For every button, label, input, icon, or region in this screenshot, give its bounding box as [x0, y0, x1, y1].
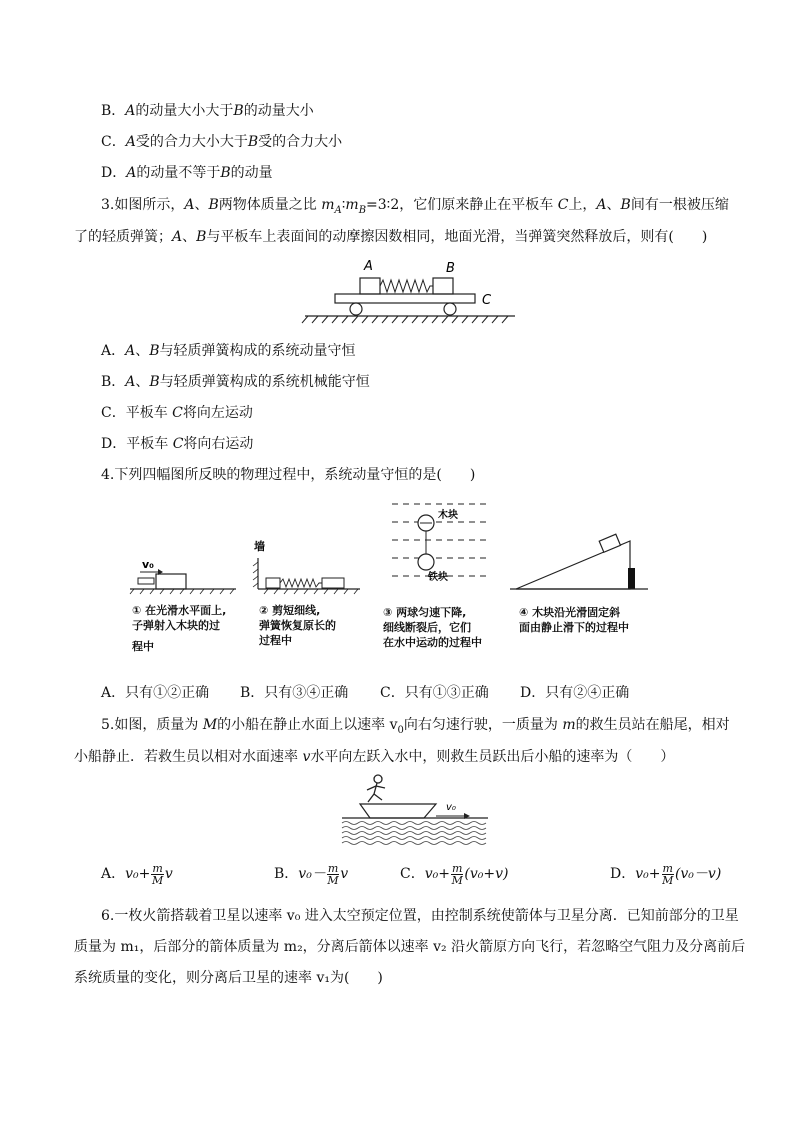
numerator: m [152, 861, 163, 875]
numerator: m [327, 861, 339, 875]
q5-option-d [610, 862, 721, 886]
q2-option-b [101, 102, 314, 120]
spring [380, 280, 433, 292]
cart-body [335, 294, 475, 303]
fraction [451, 863, 463, 886]
q5-option-a [101, 862, 173, 886]
text: 小船静止．若救生员以相对水面速率 [74, 749, 303, 765]
q4-fig3 [392, 504, 488, 583]
text: 将向左运动 [182, 405, 253, 421]
q4-option-d: D．只有②④正确 [520, 685, 630, 701]
text: 两物体质量之比 [218, 197, 322, 213]
spring [280, 579, 322, 587]
denominator: M [662, 873, 674, 887]
text: 与平板车上表面间的动摩擦因数相同，地面光滑，当弹簧突然释放后，则有( ) [206, 229, 708, 245]
text: ∶ [341, 197, 346, 213]
q4-fig3-caption [383, 605, 482, 650]
text: 、 [194, 197, 209, 213]
var: A [125, 343, 136, 359]
caption-line: 过程中 [259, 634, 292, 647]
iron-ball [418, 554, 434, 570]
v0-label: v₀ [446, 802, 456, 813]
expr: (v₀－v) [674, 866, 722, 882]
var: A [172, 229, 183, 245]
block-left [266, 578, 280, 588]
q5-boat-figure [340, 772, 490, 848]
text: 的动量大小 [243, 103, 314, 119]
wheel-left [350, 303, 362, 315]
q3-option-c [101, 404, 253, 422]
q6-stem-line1: 6.一枚火箭搭载着卫星以速率 v₀ 进入太空预定位置，由控制系统使箭体与卫星分离．已知前部分的卫星 [101, 908, 739, 924]
q4-option-a: A．只有①②正确 [101, 685, 210, 701]
q3-stem-line1 [101, 196, 729, 220]
numerator: m [451, 861, 463, 875]
var: B [149, 343, 160, 359]
expr: v₀－ [298, 866, 326, 882]
q3-stem-line2 [74, 228, 707, 246]
v0-label: v₀ [142, 558, 154, 571]
rescuer-figure [367, 775, 385, 802]
q5-option-b [274, 862, 348, 886]
text: 受的合力大小大于 [135, 134, 248, 150]
var: B [620, 197, 631, 213]
text: 水平向左跃入水中，则救生员跃出后小船的速率为（ ） [310, 749, 675, 765]
var: B [247, 134, 259, 150]
option-label: B． [101, 374, 126, 390]
boat [360, 804, 436, 818]
expr: (v₀+v) [464, 866, 509, 882]
var: A [184, 197, 195, 213]
text: 上， [568, 197, 597, 213]
option-label: C． [400, 866, 425, 882]
var: B [208, 197, 219, 213]
q2-option-c [101, 133, 342, 151]
q4-figures [120, 496, 660, 600]
option-label: B． [274, 866, 299, 882]
bullet [138, 578, 154, 584]
q4-option-b: B．只有③④正确 [240, 685, 349, 701]
q5-option-c [400, 862, 509, 886]
denominator: M [451, 873, 463, 887]
q3-cart-figure [300, 256, 530, 326]
expr: v₀+ [424, 866, 450, 882]
var: C [172, 405, 183, 421]
text: 3.如图所示， [101, 197, 185, 213]
text: 与轻质弹簧构成的系统动量守恒 [159, 343, 356, 359]
text: 的动量 [230, 165, 273, 181]
caption-line: ④ 木块沿光滑固定斜 [519, 606, 621, 619]
var: C [172, 436, 184, 452]
text: =3∶2，它们原来静止在平板车 [366, 197, 558, 213]
expr: v₀+ [635, 866, 661, 882]
text: 的救生员站在船尾，相对 [575, 717, 730, 733]
text: 、 [135, 374, 150, 390]
caption-line: 细线断裂后，它们 [383, 621, 471, 634]
label-b: B [446, 261, 455, 276]
ground-hatch [130, 589, 234, 594]
text: 向右匀速行驶，一质量为 [403, 717, 563, 733]
q4-fig1-caption [132, 603, 226, 654]
label-c: C [482, 293, 492, 308]
q3-option-a [101, 342, 356, 360]
text: 与轻质弹簧构成的系统机械能守恒 [159, 374, 370, 390]
var: m [345, 197, 359, 213]
block-b [433, 278, 453, 294]
caption-line: 程中 [132, 640, 154, 653]
block-a [360, 278, 380, 294]
option-label: D． [610, 866, 636, 882]
text: 间有一根被压缩 [630, 197, 729, 213]
option-label: C．平板车 [101, 405, 173, 421]
text: 的动量大小大于 [135, 103, 234, 119]
caption-line: 弹簧恢复原长的 [259, 619, 336, 632]
var: A [596, 197, 607, 213]
fraction [662, 863, 674, 886]
var: B [220, 165, 231, 181]
water-waves [342, 822, 486, 845]
block-right [322, 578, 344, 588]
q4-fig1 [130, 558, 236, 594]
q5-stem-line2 [74, 748, 674, 766]
q3-option-d [101, 435, 253, 453]
option-label: D．平板车 [101, 436, 173, 452]
q3-option-b [101, 373, 370, 391]
option-label: B． [101, 103, 126, 119]
wood-label: 木块 [438, 510, 458, 521]
label-a: A [364, 259, 373, 274]
expr: v [340, 866, 349, 882]
denominator: M [327, 873, 339, 887]
var: A [126, 165, 137, 181]
var: M [202, 717, 218, 733]
subscript: A [334, 204, 342, 216]
var: B [196, 229, 207, 245]
text: 受的合力大小 [258, 134, 343, 150]
q4-option-c: C．只有①③正确 [380, 685, 489, 701]
text: 、 [135, 343, 150, 359]
fraction [327, 863, 339, 886]
caption-line: ③ 两球匀速下降, [383, 606, 467, 619]
var: A [125, 134, 136, 150]
q4-fig4-caption [519, 605, 629, 635]
var: B [233, 103, 244, 119]
text: 的动量不等于 [136, 165, 221, 181]
caption-line: 在水中运动的过程中 [383, 636, 482, 649]
var: A [125, 103, 136, 119]
var: m [321, 197, 335, 213]
option-label: A． [101, 866, 126, 882]
var: B [149, 374, 160, 390]
caption-line: ① 在光滑水平面上, [132, 604, 227, 617]
wood-block [156, 574, 186, 589]
wall-hatch [253, 562, 258, 587]
q2-option-d [101, 164, 273, 182]
var: v [302, 749, 311, 765]
q6-stem-line2: 质量为 m₁，后部分的箭体质量为 m₂，分离后箭体以速率 v₂ 沿火箭原方向飞行，若忽略空气阻力及分离前后 [74, 939, 746, 955]
text: 5.如图，质量为 [101, 717, 203, 733]
text: 了的轻质弹簧； [74, 229, 172, 245]
ground-hatch [264, 589, 358, 594]
subscript: B [358, 204, 367, 216]
var: C [557, 197, 569, 213]
caption-line: 面由静止滑下的过程中 [519, 621, 629, 634]
denominator: M [151, 873, 164, 887]
q4-fig2 [253, 539, 360, 594]
text: 、 [182, 229, 197, 245]
iron-label: 铁块 [428, 572, 448, 583]
ground-hatch [302, 316, 508, 323]
q6-stem-line3: 系统质量的变化，则分离后卫星的速率 v₁为( ) [74, 970, 383, 986]
option-label: C． [101, 134, 126, 150]
option-label: D． [101, 165, 127, 181]
caption-line: 子弹射入木块的过 [132, 619, 220, 632]
q5-stem-line1 [101, 716, 730, 740]
wall-label: 墙 [254, 540, 265, 553]
text: 、 [606, 197, 621, 213]
option-label: A． [101, 343, 126, 359]
q4-fig4 [510, 534, 648, 589]
q4-stem: 4.下列四幅图所反映的物理过程中，系统动量守恒的是( ) [101, 467, 476, 483]
caption-line: ② 剪短细线, [259, 604, 321, 617]
expr: v₀+ [125, 866, 151, 882]
stopper [628, 568, 635, 589]
q4-fig2-caption [259, 603, 336, 648]
var: m [562, 717, 576, 733]
expr: v [164, 866, 173, 882]
fraction [151, 863, 163, 886]
subscript: 0 [397, 724, 404, 736]
text: 将向右运动 [183, 436, 254, 452]
wheel-right [444, 303, 456, 315]
text: 的小船在静止水面上以速率 v [217, 717, 398, 733]
numerator: m [662, 861, 673, 875]
var: A [125, 374, 136, 390]
block [599, 534, 620, 552]
